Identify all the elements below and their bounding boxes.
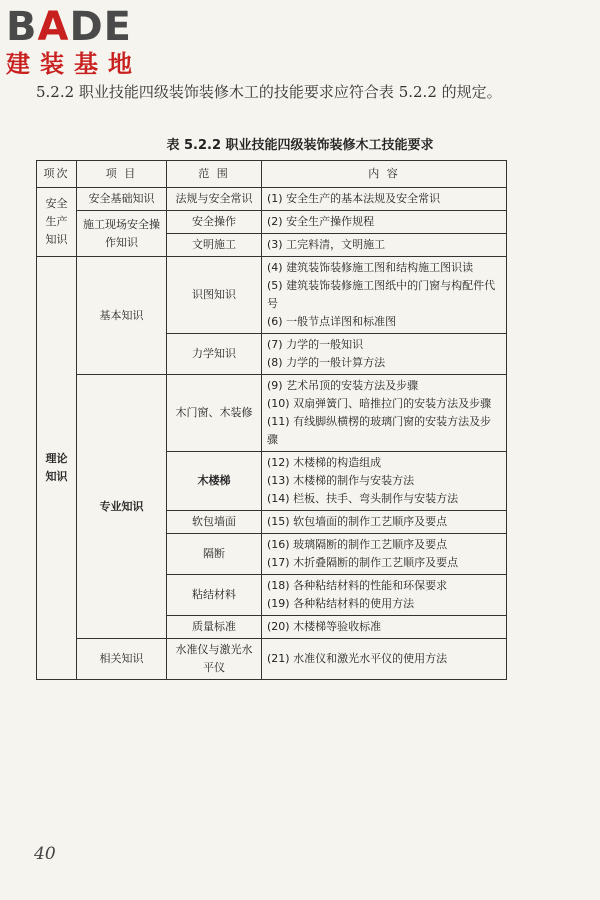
content-cell: [262, 616, 507, 639]
content-cell: [262, 257, 507, 334]
logo-subtitle: 建装基地: [6, 50, 142, 78]
item-cell: 相关知识: [77, 639, 167, 680]
content-cell: [262, 534, 507, 575]
scope-cell: 软包墙面: [167, 511, 262, 534]
scope-cell: 识图知识: [167, 257, 262, 334]
content-cell: [262, 211, 507, 234]
content-line: (9) 艺术吊顶的安装方法及步骤: [267, 379, 419, 392]
scope-cell: 水准仪与激光水平仪: [167, 639, 262, 680]
content-line: (15) 软包墙面的制作工艺顺序及要点: [267, 515, 448, 528]
table-header-row: [37, 161, 507, 188]
content-cell: [262, 188, 507, 211]
item-cell: 安全基础知识: [77, 188, 167, 211]
content-line: (8) 力学的一般计算方法: [267, 356, 386, 369]
item-cell: 施工现场安全操作知识: [77, 211, 167, 257]
category-cell: 安全生产知识: [37, 188, 77, 257]
scope-cell: 质量标准: [167, 616, 262, 639]
scope-cell: 文明施工: [167, 234, 262, 257]
table-row: [37, 639, 507, 680]
item-cell: 专业知识: [77, 375, 167, 639]
content-line: (14) 栏板、扶手、弯头制作与安装方法: [267, 492, 459, 505]
content-cell: [262, 452, 507, 511]
scope-cell: 力学知识: [167, 334, 262, 375]
content-line: (20) 木楼梯等验收标准: [267, 620, 382, 633]
item-cell: 基本知识: [77, 257, 167, 375]
scope-cell: 隔断: [167, 534, 262, 575]
logo: [6, 6, 181, 78]
header-cell: 范 围: [167, 161, 262, 188]
content-line: (7) 力学的一般知识: [267, 338, 364, 351]
scope-cell: 木楼梯: [167, 452, 262, 511]
content-line: (11) 有线脚纵横楞的玻璃门窗的安装方法及步骤: [267, 415, 492, 446]
header-cell: 内 容: [262, 161, 507, 188]
content-cell: [262, 575, 507, 616]
scope-cell: 粘结材料: [167, 575, 262, 616]
content-line: (1) 安全生产的基本法规及安全常识: [267, 192, 441, 205]
scope-cell: 安全操作: [167, 211, 262, 234]
content-line: (4) 建筑装饰装修施工图和结构施工图识读: [267, 261, 474, 274]
content-line: (6) 一般节点详图和标准图: [267, 315, 397, 328]
content-line: (21) 水准仪和激光水平仪的使用方法: [267, 652, 448, 665]
content-cell: [262, 375, 507, 452]
table-row: [37, 257, 507, 334]
content-line: (2) 安全生产操作规程: [267, 215, 375, 228]
table-row: [37, 188, 507, 211]
content-line: (13) 木楼梯的制作与安装方法: [267, 474, 415, 487]
logo-wordmark: BADE: [6, 4, 132, 50]
content-line: (3) 工完料清，文明施工: [267, 238, 386, 251]
skills-requirement-table: [36, 160, 507, 680]
content-cell: [262, 334, 507, 375]
content-line: (16) 玻璃隔断的制作工艺顺序及要点: [267, 538, 448, 551]
page-number: 40: [34, 844, 56, 864]
content-line: (10) 双扇弹簧门、暗推拉门的安装方法及步骤: [267, 397, 492, 410]
content-line: (17) 木折叠隔断的制作工艺顺序及要点: [267, 556, 459, 569]
header-cell: 项次: [37, 161, 77, 188]
content-cell: [262, 511, 507, 534]
content-line: (19) 各种粘结材料的使用方法: [267, 597, 415, 610]
content-line: (12) 木楼梯的构造组成: [267, 456, 382, 469]
content-line: (5) 建筑装饰装修施工图纸中的门窗与构配件代号: [267, 279, 496, 310]
intro-paragraph: 5.2.2 职业技能四级装饰装修木工的技能要求应符合表 5.2.2 的规定。: [36, 83, 502, 101]
category-cell: 理论知识: [37, 257, 77, 680]
header-cell: 项 目: [77, 161, 167, 188]
table-row: [37, 375, 507, 452]
table-row: [37, 211, 507, 234]
content-line: (18) 各种粘结材料的性能和环保要求: [267, 579, 448, 592]
content-cell: [262, 234, 507, 257]
content-cell: [262, 639, 507, 680]
table-title: 表 5.2.2 职业技能四级装饰装修木工技能要求: [166, 138, 434, 153]
scope-cell: 木门窗、木装修: [167, 375, 262, 452]
scope-cell: 法规与安全常识: [167, 188, 262, 211]
